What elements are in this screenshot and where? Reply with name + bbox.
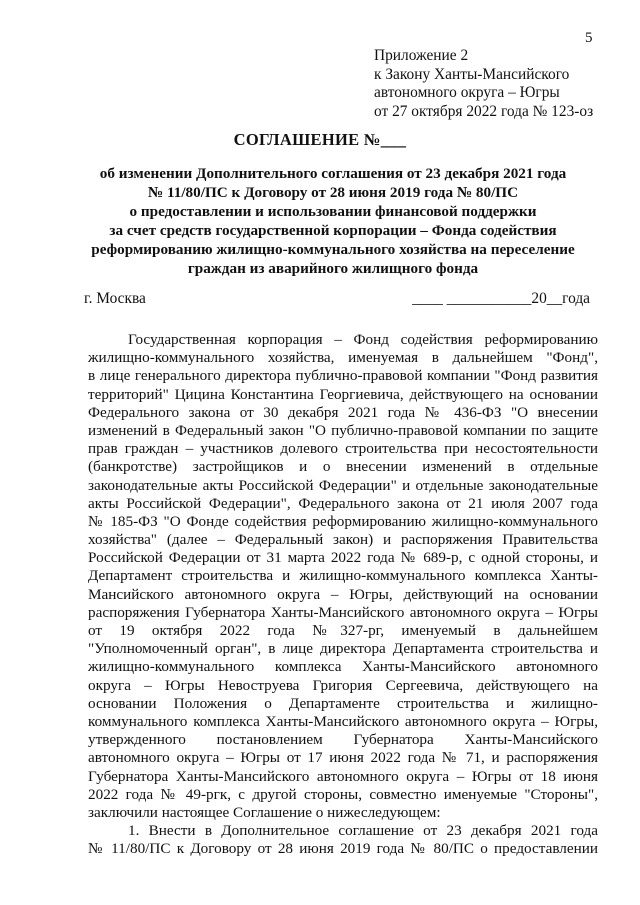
appendix-line: автономного округа – Югры (374, 84, 560, 101)
body-line: жилищно-коммунального хозяйства, именуемая в дальнейшем "Фонд", (88, 349, 598, 367)
body-line: от 19 октября 2022 года №327-рг, именуемый в дальнейшем (88, 622, 598, 639)
body-line: Мансийского автономного округа – Югры, действующий на основании (88, 585, 598, 603)
body-line: округа – Югры Невоструева Григория Сергеевича, действующего на (88, 676, 598, 694)
body-line: территорий" Цицина Константина Георгиевича, действующего на основании (88, 385, 598, 403)
body-line: заключили настоящее Соглашение о нижеследующем: (88, 803, 441, 821)
body-line: утвержденного постановлением Губернатора Ханты-Мансийского (88, 731, 598, 749)
body-line: Российской Федерации от 31 марта 2022 года № 689-р, с одной стороны, и (88, 549, 598, 567)
body-line: хозяйства" (далее – Федеральный закон) и распоряжения Правительства (88, 531, 598, 549)
body-line: № 185-ФЗ "О Фонде содействия реформированию жилищно-коммунального (88, 512, 598, 530)
body-line: (банкротстве) застройщиков и о внесении изменений в отдельные (88, 458, 598, 476)
appendix-line: от 27 октября 2022 года № 123-оз (374, 102, 594, 120)
document-subtitle (40, 164, 626, 278)
body-line: автономного округа – Югры от 17 июня 2022 года № 71, и распоряжения (88, 749, 598, 767)
body-line: акты Российской Федерации", Федерального закона от 21 июля 2007 года (88, 494, 598, 512)
subtitle-line: реформированию жилищно-коммунального хозяйства на переселение (91, 241, 575, 258)
body-line: основании Положения о Департаменте строительства и жилищно- (88, 694, 598, 712)
place-of-signing: г. Москва (84, 290, 146, 307)
body-line: "Уполномоченный орган", в лице директора Департамента строительства и (88, 640, 598, 658)
subtitle-line: о предоставлении и использовании финансовой поддержки (129, 203, 537, 220)
appendix-line: Приложение 2 (374, 47, 469, 64)
body-line: коммунального комплекса Ханты-Мансийского автономного округа – Югры, (88, 712, 598, 730)
body-line: 1. Внести в Дополнительное соглашение от 23 декабря 2021 года (128, 822, 598, 840)
body-line: жилищно-коммунального комплекса Ханты-Мансийского автономного (88, 658, 598, 676)
body-line: Федерального закона от 30 декабря 2021 года № 436-ФЗ "О внесении (88, 403, 598, 421)
appendix-line: к Закону Ханты-Мансийского (374, 65, 570, 83)
subtitle-line: № 11/80/ПС к Договору от 28 июня 2019 года № 80/ПС (147, 184, 519, 201)
body-line: в лице генерального директора публично-правовой компании "Фонд развития (88, 367, 598, 385)
subtitle-line: за счет средств государственной корпорации – Фонда содействия (109, 222, 557, 239)
body-line: 2022 года № 49-ргк, с другой стороны, совместно именуемые "Стороны", (88, 785, 598, 803)
body-line: № 11/80/ПС к Договору от 28 июня 2019 года № 80/ПС о предоставлении (88, 840, 598, 858)
subtitle-line: граждан из аварийного жилищного фонда (187, 260, 479, 277)
body-line: законодательные акты Российской Федерации" и отдельные законодательные (88, 476, 598, 494)
body-line: Губернатора Ханты-Мансийского автономного округа – Югры от 18 июня (88, 767, 598, 785)
body-line: Государственная корпорация – Фонд содействия реформированию (128, 331, 598, 348)
page-number: 5 (585, 30, 593, 46)
body-line: распоряжения Губернатора Ханты-Мансийского автономного округа – Югры (88, 603, 598, 621)
date-blank: ____ ___________20__года (412, 290, 590, 307)
body-line: изменений в Федеральный закон "О публично-правовой компании по защите (88, 421, 598, 439)
document-title: СОГЛАШЕНИЕ №___ (233, 130, 407, 149)
body-line: Департамент строительства и жилищно-коммунального комплекса Ханты- (88, 567, 598, 585)
appendix-note (374, 47, 593, 121)
body-line: прав граждан – участников долевого строительства при несостоятельности (88, 440, 598, 458)
subtitle-line: об изменении Дополнительного соглашения от 23 декабря 2021 года (99, 165, 567, 182)
agreement-body (88, 331, 598, 858)
